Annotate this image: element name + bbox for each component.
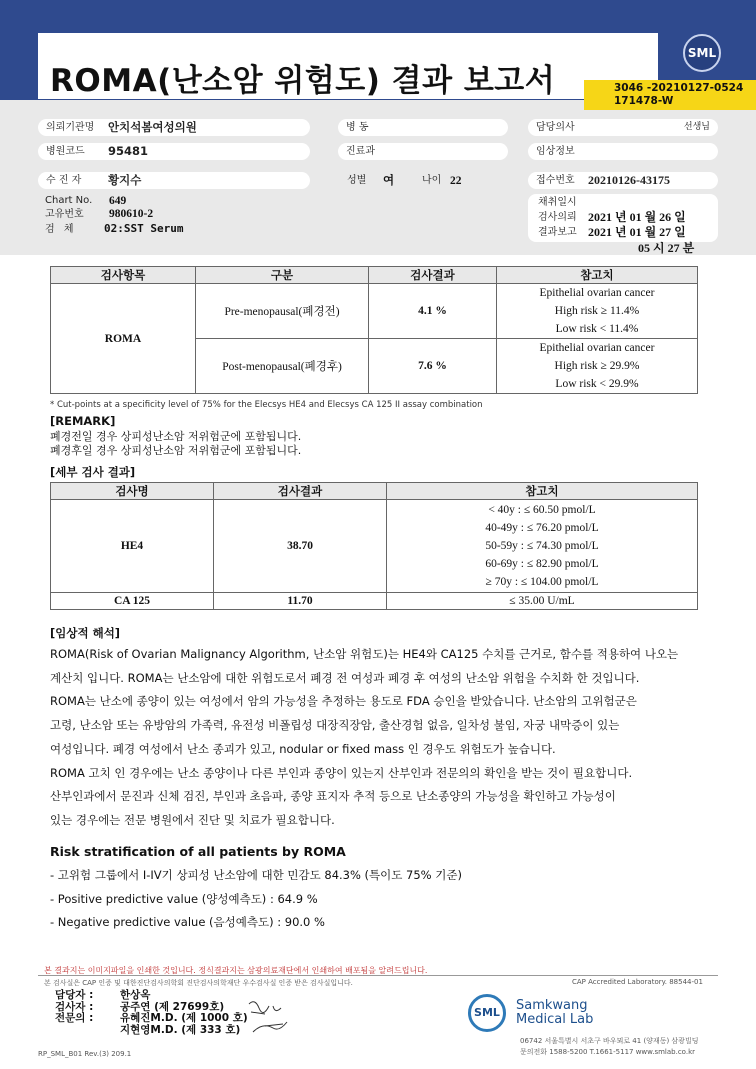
specimen-value: 02:SST Serum xyxy=(104,222,184,235)
roma-header-category: 구분 xyxy=(196,267,369,284)
detail-header-reference: 참고치 xyxy=(387,483,698,500)
he4-name: HE4 xyxy=(51,500,214,593)
sex-label: 성별 xyxy=(347,175,367,186)
risk-sensitivity: - 고위험 그룹에서 I-IV기 상피성 난소암에 대한 민감도 84.3% (특이도 75% 기준) xyxy=(50,868,462,882)
hospital-code-field xyxy=(38,143,310,160)
roma-header-item: 검사항목 xyxy=(51,267,196,284)
institution-value: 안치석봄여성의원 xyxy=(108,120,197,134)
detail-header-name: 검사명 xyxy=(51,483,214,500)
post-ref-line: High risk ≥ 29.9% xyxy=(554,360,640,372)
age-label: 나이 xyxy=(422,175,442,186)
report-date-label: 결과보고 xyxy=(538,227,577,238)
post-menopausal-reference xyxy=(497,339,698,394)
interpretation-line: 여성입니다. 폐경 여성에서 난소 종괴가 있고, nodular or fixed mass 인 경우도 위험도가 높습니다. xyxy=(50,741,556,756)
cutpoint-footnote: * Cut-points at a specificity level of 75% for the Elecsys HE4 and Elecsys CA 125 II assay combination xyxy=(50,400,483,410)
patient-field xyxy=(38,172,310,189)
date-box xyxy=(528,194,718,242)
roma-item-name: ROMA xyxy=(51,284,196,394)
staff-name: 한상옥 xyxy=(120,989,151,1001)
pre-ref-line: Epithelial ovarian cancer xyxy=(539,287,655,299)
request-date-value: 2021 년 01 월 26 일 xyxy=(588,210,686,224)
unique-id-value: 980610-2 xyxy=(109,208,154,220)
ca125-reference: ≤ 35.00 U/mL xyxy=(387,593,698,610)
chart-no-value: 649 xyxy=(109,195,127,207)
remark-line-2: 폐경후일 경우 상피성난소암 저위험군에 포함됩니다. xyxy=(50,444,302,457)
interpretation-line: ROMA(Risk of Ovarian Malignancy Algorithm, 난소암 위험도)는 HE4와 CA125 수치를 근거로, 함수를 적용하여 나오는 xyxy=(50,647,679,661)
ca125-result: 11.70 xyxy=(214,593,387,610)
pre-ref-line: High risk ≥ 11.4% xyxy=(554,305,640,317)
interpretation-line: ROMA는 난소에 종양이 있는 여성에서 암의 가능성을 추정하는 용도로 FDA 승인을 받았습니다. 난소암의 고위험군은 xyxy=(50,694,637,709)
clinical-info-field xyxy=(528,143,718,160)
department-field xyxy=(338,143,508,160)
he4-ref-line: < 40y : ≤ 60.50 pmol/L xyxy=(488,504,596,516)
pre-ref-line: Low risk < 11.4% xyxy=(555,323,639,335)
image-notice: 본 결과지는 이미지파일을 인쇄한 것입니다. 정식결과지는 삼광의료재단에서 인쇄하여 배포됨을 알려드립니다. xyxy=(44,966,428,975)
ward-field xyxy=(338,119,508,136)
pre-menopausal-label: Pre-menopausal(폐경전) xyxy=(196,284,369,339)
hospital-code-value: 95481 xyxy=(108,144,149,158)
clinical-info-label: 임상정보 xyxy=(536,146,575,157)
institution-field xyxy=(38,119,310,136)
staff-name: 유혜진M.D. (제 1000 호) xyxy=(120,1012,248,1024)
post-menopausal-label: Post-menopausal(폐경후) xyxy=(196,339,369,394)
unique-id-label: 고유번호 xyxy=(45,209,84,220)
staff-role: 담당자 : xyxy=(55,989,94,1001)
post-menopausal-result: 7.6 % xyxy=(369,339,497,394)
signature-image xyxy=(243,996,299,1038)
he4-ref-line: 50-59y : ≤ 74.30 pmol/L xyxy=(485,540,599,552)
risk-heading: Risk stratification of all patients by ROMA xyxy=(50,844,346,859)
staff-name: 공주연 (제 27699호) xyxy=(120,1000,225,1013)
hospital-code-label: 병원코드 xyxy=(46,146,85,157)
doctor-value: 선생님 xyxy=(683,122,710,132)
company-name-line-2: Medical Lab xyxy=(516,1012,594,1027)
doctor-field xyxy=(528,119,718,136)
report-title: ROMA(난소암 위험도) 결과 보고서 xyxy=(50,63,556,99)
age-value: 22 xyxy=(450,175,462,187)
ward-label: 병 동 xyxy=(346,122,369,133)
interpretation-line: 산부인과에서 문진과 신체 검진, 부인과 초음파, 종양 표지자 추적 등으로 난소종양의 가능성을 확인하고 가능성이 xyxy=(50,789,616,804)
remark-line-1: 폐경전일 경우 상피성난소암 저위험군에 포함됩니다. xyxy=(50,430,302,443)
interpretation-text xyxy=(50,643,730,833)
he4-reference xyxy=(387,500,698,593)
patient-label: 수 진 자 xyxy=(46,175,82,186)
company-name-line-1: Samkwang xyxy=(516,998,588,1013)
receipt-no-value: 20210126-43175 xyxy=(588,173,670,187)
footer-divider xyxy=(38,975,718,976)
certification-text: 본 검사실은 CAP 인증 및 대한진단검사의학회 진단검사의학재단 우수검사실 인증 받은 검사실입니다. xyxy=(44,979,353,987)
roma-header-result: 검사결과 xyxy=(369,267,497,284)
document-id-line-2: 171478-W xyxy=(614,95,674,107)
roma-table xyxy=(50,266,698,394)
staff-role: 전문의 : xyxy=(55,1012,94,1024)
risk-npv: - Negative predictive value (음성예측도) : 90.0 % xyxy=(50,915,325,929)
detail-header-result: 검사결과 xyxy=(214,483,387,500)
pre-menopausal-result: 4.1 % xyxy=(369,284,497,339)
sml-footer-logo: SML xyxy=(468,994,506,1032)
interpretation-line: 있는 경우에는 전문 병원에서 진단 및 치료가 필요합니다. xyxy=(50,812,335,827)
report-date-value: 2021 년 01 월 27 일 xyxy=(588,225,686,239)
cap-text: CAP Accredited Laboratory. 88544-01 xyxy=(572,978,703,986)
staff-name: 지현영M.D. (제 333 호) xyxy=(120,1023,241,1036)
sml-logo: SML xyxy=(683,34,721,72)
request-date-label: 검사의뢰 xyxy=(538,212,577,223)
doctor-label: 담당의사 xyxy=(536,122,575,133)
risk-ppv: - Positive predictive value (양성예측도) : 64.9 % xyxy=(50,892,318,906)
post-ref-line: Low risk < 29.9% xyxy=(555,378,639,390)
company-address: 06742 서울특별시 서초구 바우뫼로 41 (양재동) 삼광빌딩 xyxy=(520,1037,699,1045)
receipt-no-label: 접수번호 xyxy=(536,175,575,186)
staff-row xyxy=(55,1025,248,1037)
post-ref-line: Epithelial ovarian cancer xyxy=(539,342,655,354)
collection-label: 채취일시 xyxy=(538,197,577,208)
document-id-tag xyxy=(584,80,756,110)
staff-list xyxy=(55,990,248,1036)
he4-ref-line: 40-49y : ≤ 76.20 pmol/L xyxy=(485,522,599,534)
remark-heading: [REMARK] xyxy=(50,414,116,428)
company-name xyxy=(516,999,593,1027)
he4-ref-line: 60-69y : ≤ 82.90 pmol/L xyxy=(485,558,599,570)
roma-header-reference: 참고치 xyxy=(497,267,698,284)
detail-heading: [세부 검사 결과] xyxy=(50,465,136,479)
sex-value: 여 xyxy=(383,173,395,187)
title-box xyxy=(38,33,658,99)
detail-table xyxy=(50,482,698,610)
receipt-no-field xyxy=(528,172,718,189)
specimen-label: 검 체 xyxy=(45,224,77,235)
form-number: RP_SML_B01 Rev.(3) 209.1 xyxy=(38,1050,132,1058)
pre-menopausal-reference xyxy=(497,284,698,339)
company-contact: 문의전화 1588-5200 T.1661-5117 www.smlab.co.kr xyxy=(520,1048,695,1056)
interpretation-line: 계산치 입니다. ROMA는 난소암에 대한 위험도로서 폐경 전 여성과 폐경 후 여성의 난소암 위험을 수치화 한 것입니다. xyxy=(50,670,640,685)
institution-label: 의뢰기관명 xyxy=(46,122,95,133)
staff-role: 검사자 : xyxy=(55,1000,94,1013)
chart-no-label: Chart No. xyxy=(45,195,93,206)
department-label: 진료과 xyxy=(346,146,375,157)
remark-text xyxy=(50,430,301,458)
ca125-name: CA 125 xyxy=(51,593,214,610)
interpretation-line: 고령, 난소암 또는 유방암의 가족력, 유전성 비폴립성 대장직장암, 출산경험 없음, 일차성 불임, 자궁 내막증이 있는 xyxy=(50,718,620,733)
interpretation-heading: [임상적 해석] xyxy=(50,626,121,640)
interpretation-line: ROMA 고치 인 경우에는 난소 종양이나 다른 부인과 종양이 있는지 산부인과 전문의의 확인을 받는 것이 필요합니다. xyxy=(50,765,633,780)
patient-name: 황지수 xyxy=(108,173,142,187)
he4-result: 38.70 xyxy=(214,500,387,593)
he4-ref-line: ≥ 70y : ≤ 104.00 pmol/L xyxy=(485,576,599,588)
report-time-value: 05 시 27 분 xyxy=(638,241,695,255)
document-id-line-1: 3046 -20210127-0524 xyxy=(614,82,744,94)
